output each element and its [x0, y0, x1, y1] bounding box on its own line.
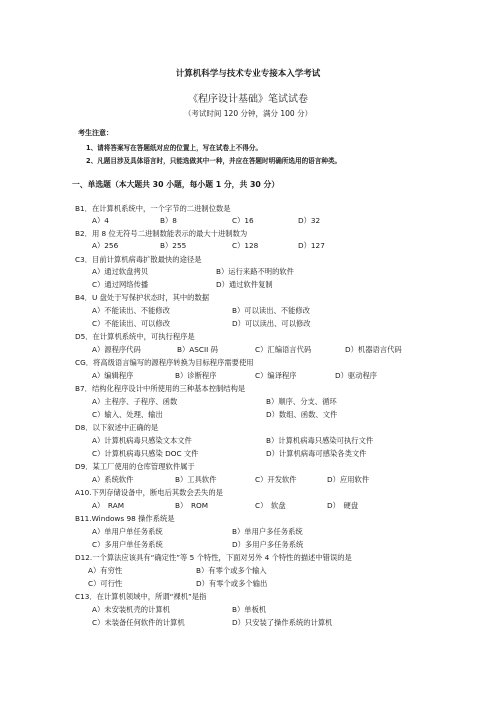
option: C）多用户单任务系统: [92, 540, 163, 549]
option: C）汇编语言代码: [255, 345, 312, 354]
option: C）计算机病毒只感染 DOC 文件: [92, 449, 199, 458]
option: C）未装备任何软件的计算机: [92, 618, 185, 627]
question-text: A10.下列存储设备中，断电后其数会丢失的是: [75, 488, 223, 497]
option: C）可行性: [88, 579, 123, 588]
option: D）32: [298, 216, 321, 225]
question-text: B2．用 8 位无符号二进制数能表示的最大十进制数为: [75, 229, 248, 238]
option: D）数组、函数、文件: [266, 410, 338, 419]
option: D）应用软件: [327, 475, 370, 484]
notice-item: 2、凡题目涉及具体语言时，只能选做其中一种，并应在答题时明确所选用的语言种类。: [86, 157, 342, 165]
option: A）有穷性: [88, 566, 123, 575]
option: B）诊断程序: [175, 371, 217, 380]
option: D）多用户多任务系统: [232, 540, 304, 549]
exam-subtitle: （考试时间 120 分钟，满分 100 分）: [183, 109, 313, 118]
exam-title: 《程序设计基础》笔试试卷: [188, 94, 308, 105]
question-text: C3．目前计算机病毒扩散最快的途径是: [75, 255, 202, 264]
option: A）主程序、子程序、函数: [92, 397, 178, 406]
option: D）通过软件复制: [216, 280, 273, 289]
option: A）单用户单任务系统: [92, 527, 163, 536]
option: A）编辑程序: [92, 371, 134, 380]
option: D）机器语言代码: [345, 345, 402, 354]
option: B）工具软件: [175, 475, 217, 484]
option: A）计算机病毒只感染文本文件: [92, 436, 192, 445]
option: C）通过网络传播: [92, 280, 149, 289]
option: B）运行来路不明的软件: [216, 267, 294, 276]
option: D）计算机病毒可感染各类文件: [266, 449, 367, 458]
option: D）可以读出、可以修改: [232, 319, 311, 328]
option: B）8: [160, 216, 177, 225]
option: C）编译程序: [255, 371, 297, 380]
question-text: D8．以下叙述中正确的是: [75, 423, 159, 432]
option: C）16: [232, 216, 254, 225]
question-text: D5．在计算机系统中，可执行程序是: [75, 332, 195, 341]
school-title: 计算机科学与技术专业专接本入学考试: [175, 69, 321, 79]
option: A）未安装机壳的计算机: [92, 605, 170, 614]
option: A）不能读出、不能修改: [92, 306, 170, 315]
option: C）128: [232, 241, 259, 250]
option: B）计算机病毒只感染可执行文件: [266, 436, 374, 445]
option: C）开发软件: [255, 475, 297, 484]
option: A）源程序代码: [92, 345, 141, 354]
option: B）ASCII 码: [177, 345, 218, 354]
option: B）单板机: [232, 605, 267, 614]
option: D）有零个或多个输出: [196, 579, 268, 588]
option: B）单用户多任务系统: [232, 527, 303, 536]
option: D） 硬盘: [327, 501, 359, 510]
section-title: 一、单选题（本大题共 30 小题，每小题 1 分，共 30 分）: [72, 180, 280, 189]
option: C）输入、处理、输出: [92, 410, 163, 419]
notice-item: 1、请将答案写在答题纸对应的位置上，写在试卷上不得分。: [86, 144, 263, 152]
question-text: D9．某工厂使用的仓库管理软件属于: [75, 462, 195, 471]
notice-heading: 考生注意：: [78, 129, 113, 137]
question-text: B1．在计算机系统中，一个字节的二进制位数是: [75, 204, 231, 213]
option: B）255: [160, 241, 187, 250]
option: B） ROM: [175, 501, 209, 510]
question-text: B7．结构化程序设计中所使用的三种基本控制结构是: [75, 384, 246, 393]
option: D）只安装了操作系统的计算机: [232, 618, 333, 627]
question-text: B4．U 盘处于写保护状态时，其中的数据: [75, 293, 210, 302]
question-text: D12.一个算法应该具有“确定性”等 5 个特性，下面对另外 4 个特性的描述中错误的是: [75, 553, 352, 562]
option: D）驱动程序: [335, 371, 378, 380]
option: A）4: [92, 216, 109, 225]
option: B）可以读出、不能修改: [232, 306, 310, 315]
option: C）不能读出、可以修改: [92, 319, 171, 328]
option: B）有零个或多个输入: [196, 566, 267, 575]
option: A）256: [92, 241, 119, 250]
question-text: C13．在计算机领域中，所谓“裸机”是指: [75, 592, 207, 601]
question-text: CG．将高级语言编写的源程序转换为目标程序需要使用: [75, 358, 254, 367]
option: C） 软盘: [255, 501, 286, 510]
option: A）通过软盘拷贝: [92, 267, 149, 276]
question-text: B11.Windows 98 操作系统是: [75, 514, 175, 523]
option: A） RAM: [92, 501, 124, 510]
option: A）系统软件: [92, 475, 134, 484]
option: B）顺序、分支、循环: [266, 397, 337, 406]
option: D）127: [298, 241, 325, 250]
